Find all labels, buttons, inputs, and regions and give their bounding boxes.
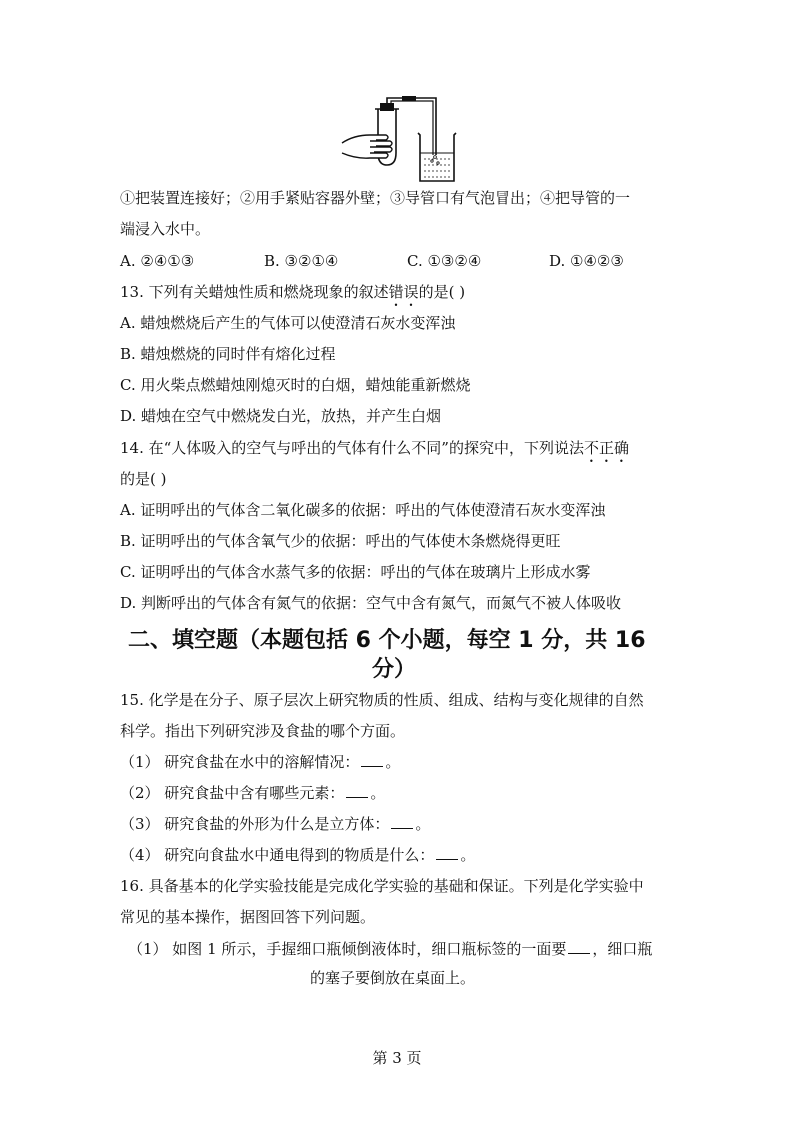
q13-stem xyxy=(120,282,465,310)
q15-item-4-end: 。 xyxy=(460,846,476,864)
answer-blank[interactable] xyxy=(361,752,383,767)
q14-option-b: B. 证明呼出的气体含氧气少的依据：呼出的气体使木条燃烧得更旺 xyxy=(120,532,561,550)
q13-option-c: C. 用火柴点燃蜡烛刚熄灭时的白烟，蜡烛能重新燃烧 xyxy=(120,376,471,394)
section2-title-line2: 分） xyxy=(372,657,417,682)
q14-stem-before: 14. 在“人体吸入的空气与呼出的气体有什么不同”的探究中，下列说法 xyxy=(120,439,584,457)
answer-blank[interactable] xyxy=(436,845,458,860)
q16-line2: 常见的基本操作，据图回答下列问题。 xyxy=(120,908,376,926)
q16-sub1-after: ，细口瓶 xyxy=(592,940,653,958)
q15-item-4 xyxy=(120,845,475,865)
q13-emphasis: 错误 xyxy=(388,283,419,301)
q15-item-3-text: （3） 研究食盐的外形为什么是立方体： xyxy=(120,815,390,833)
q13-option-a: A. 蜡烛燃烧后产生的气体可以使澄清石灰水变浑浊 xyxy=(120,314,456,332)
q15-item-1-end: 。 xyxy=(385,753,401,771)
q12-option-d: D. ①④②③ xyxy=(549,252,624,270)
q13-option-b: B. 蜡烛燃烧的同时伴有熔化过程 xyxy=(120,345,336,363)
q15-item-1-text: （1） 研究食盐在水中的溶解情况： xyxy=(120,753,360,771)
q12-option-b: B. ③②①④ xyxy=(264,252,339,270)
answer-blank[interactable] xyxy=(346,783,368,798)
q14-emphasis: 不正确 xyxy=(583,439,629,457)
q14-option-d: D. 判断呼出的气体含有氮气的依据：空气中含有氮气，而氮气不被人体吸收 xyxy=(120,594,622,612)
q15-line1: 15. 化学是在分子、原子层次上研究物质的性质、组成、结构与变化规律的自然 xyxy=(120,691,644,709)
q16-sub1-before: （1） 如图 1 所示，手握细口瓶倾倒液体时，细口瓶标签的一面要 xyxy=(128,940,567,958)
q13-option-d: D. 蜡烛在空气中燃烧发白光，放热，并产生白烟 xyxy=(120,407,442,425)
section2-title-line1: 二、填空题（本题包括 6 个小题，每空 1 分，共 16 xyxy=(128,628,646,653)
intro-steps-line2: 端浸入水中。 xyxy=(120,220,211,238)
q13-stem-before: 13. 下列有关蜡烛性质和燃烧现象的叙述 xyxy=(120,283,389,301)
page-number: 第 3 页 xyxy=(372,1049,422,1067)
answer-blank[interactable] xyxy=(391,814,413,829)
q12-option-a: A. ②④①③ xyxy=(120,252,195,270)
q15-line2: 科学。指出下列研究涉及食盐的哪个方面。 xyxy=(120,722,406,740)
q12-option-c: C. ①③②④ xyxy=(407,252,482,270)
q16-sub1 xyxy=(128,939,652,959)
q16-line1: 16. 具备基本的化学实验技能是完成化学实验的基础和保证。下列是化学实验中 xyxy=(120,877,644,895)
q15-item-3 xyxy=(120,814,430,834)
intro-steps-line1: ①把装置连接好；②用手紧贴容器外壁；③导管口有气泡冒出；④把导管的一 xyxy=(120,189,631,207)
q13-stem-after: 的是( ) xyxy=(418,283,466,301)
q14-option-a: A. 证明呼出的气体含二氧化碳多的依据：呼出的气体使澄清石灰水变浑浊 xyxy=(120,501,606,519)
q15-item-2-end: 。 xyxy=(370,784,386,802)
q14-option-c: C. 证明呼出的气体含水蒸气多的依据：呼出的气体在玻璃片上形成水雾 xyxy=(120,563,591,581)
q15-item-1 xyxy=(120,752,400,772)
q14-stem xyxy=(120,438,629,466)
q15-item-3-end: 。 xyxy=(415,815,431,833)
q14-stem-line2: 的是( ) xyxy=(120,470,167,488)
q15-item-2-text: （2） 研究食盐中含有哪些元素： xyxy=(120,784,345,802)
airtightness-check-figure xyxy=(340,95,460,185)
answer-blank[interactable] xyxy=(568,939,590,954)
q15-item-2 xyxy=(120,783,385,803)
q16-sub1-line2: 的塞子要倒放在桌面上。 xyxy=(310,969,476,987)
q15-item-4-text: （4） 研究向食盐水中通电得到的物质是什么： xyxy=(120,846,435,864)
